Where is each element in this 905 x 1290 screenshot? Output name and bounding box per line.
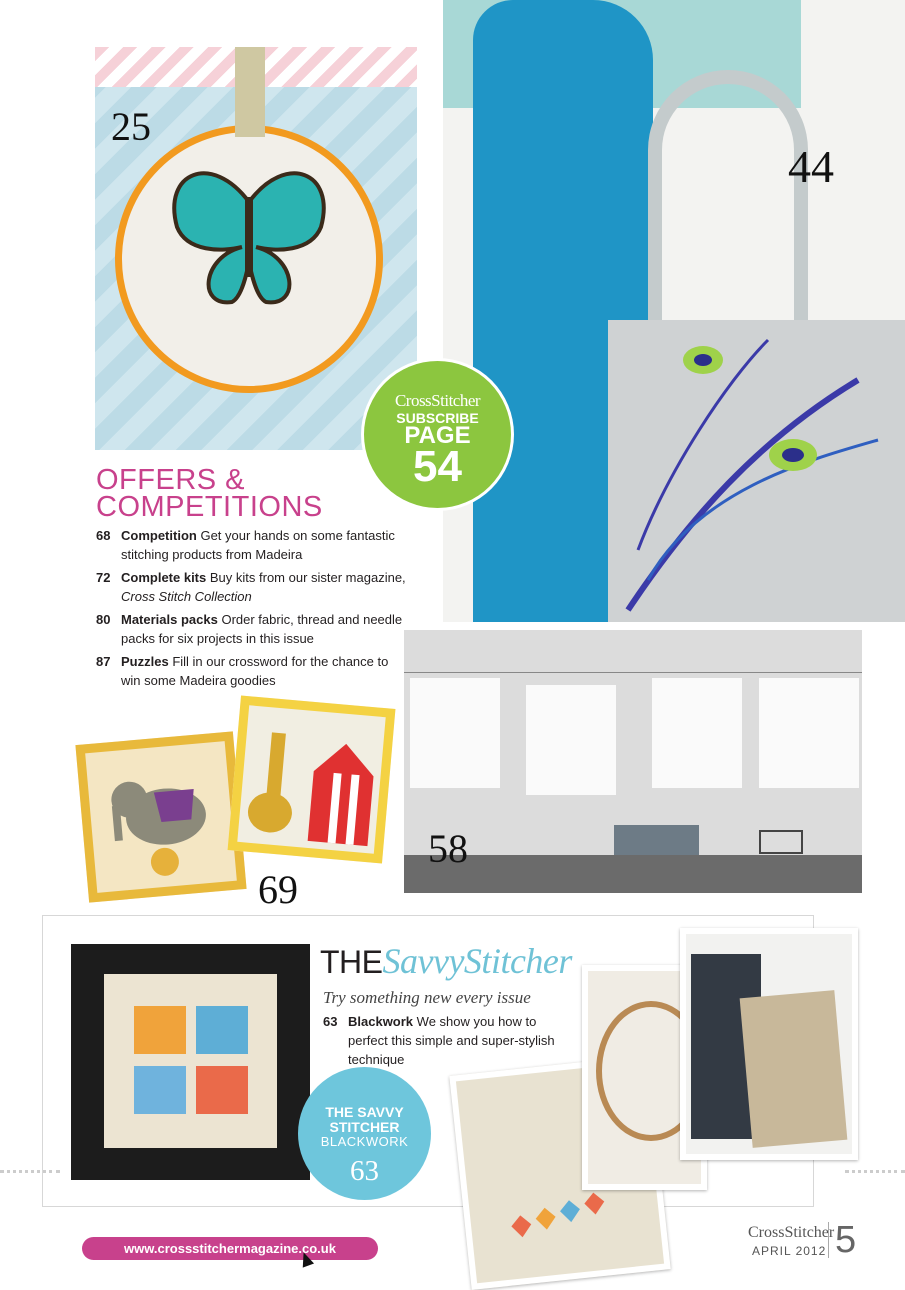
blackwork-samplers-photo [404,630,862,893]
list-item [96,610,406,648]
savvy-title-script: SavvyStitcher [382,941,572,981]
item-number: 68 [96,528,111,543]
page-label-25: 25 [111,104,151,149]
doily-decoration [845,1150,905,1173]
ribbon-bow [235,47,265,137]
page-label-58: 58 [428,826,468,871]
embroidery-hoop [115,125,383,393]
page-label-69: 69 [258,867,298,912]
list-item [96,652,406,690]
offers-heading [96,464,416,523]
item-text: Fill in our crossword for the chance to win some Madeira goodies [121,654,389,688]
bag-handle [648,70,808,360]
offers-heading-line1: OFFERS & [96,464,246,496]
elephant-kit [75,731,246,902]
badge-number: 54 [413,442,462,491]
item-title: Puzzles [121,654,169,669]
footer-date: APRIL 2012 [752,1244,827,1258]
badge-brand: CrossStitcher [394,391,481,410]
savvy-list [323,1012,578,1073]
list-item [96,526,406,564]
savvy-title-the: THE [320,944,383,980]
peacock-bag-photo [443,0,905,622]
savvy-tagline: Try something new every issue [323,988,531,1007]
item-number: 80 [96,612,111,627]
item-text: Order fabric, thread and needle packs for six projects in this issue [121,612,403,646]
giraffe-icon [237,705,385,853]
framed-sampler [104,974,277,1148]
page-number: 5 [828,1222,856,1258]
item-title: Blackwork [348,1014,414,1029]
peacock-feather-icon [608,320,905,622]
washing-line [404,672,862,673]
item-italic: Cross Stitch Collection [121,589,252,604]
item-title: Competition [121,528,197,543]
giraffe-kit [228,696,396,864]
offers-heading-line2: COMPETITIONS [96,491,323,523]
savvy-badge-number: 63 [350,1155,379,1187]
shelf [404,855,862,893]
savvy-stitcher-title [320,940,572,982]
item-text: Buy kits from our sister magazine, [209,570,406,585]
sampler-card [759,678,859,788]
page-label-44: 44 [788,141,834,192]
item-number: 72 [96,570,111,585]
badge-subscribe: SUBSCRIBE [396,410,479,426]
item-number: 63 [323,1014,338,1029]
item-title: Complete kits [121,570,207,585]
butterfly-icon [122,132,376,386]
book-stack [614,825,699,855]
savvy-stitcher-badge[interactable] [298,1067,431,1200]
item-text: Get your hands on some fantastic stitching products from Madeira [121,528,395,562]
item-number: 87 [96,654,111,669]
clock-icon [759,830,803,854]
savvy-badge-line1: THE SAVVY [325,1104,404,1120]
blackwork-frame-photo [71,944,310,1180]
notebook-ladybird [740,990,848,1148]
footer-brand: CrossStitcher [748,1224,835,1241]
item-text: We show you how to perfect this simple and super-stylish technique [348,1014,555,1067]
list-item [323,1012,578,1069]
elephant-icon [85,741,237,893]
sampler-card [410,678,500,788]
kids-kits-photo [82,700,402,900]
sampler-card [652,678,742,788]
savvy-badge-line3: BLACKWORK [320,1134,409,1149]
sampler-card [526,685,616,795]
savvy-badge-line2: STITCHER [329,1119,400,1135]
doily-decoration [0,1150,60,1173]
tote-bag [608,320,905,622]
blackwork-squares-icon [104,974,277,1148]
list-item [96,568,406,606]
website-link[interactable]: www.crossstitchermagazine.co.uk [124,1241,336,1256]
item-title: Materials packs [121,612,218,627]
offers-list [96,526,406,694]
notebooks-photo [680,928,858,1160]
badge-page: PAGE [404,422,471,449]
